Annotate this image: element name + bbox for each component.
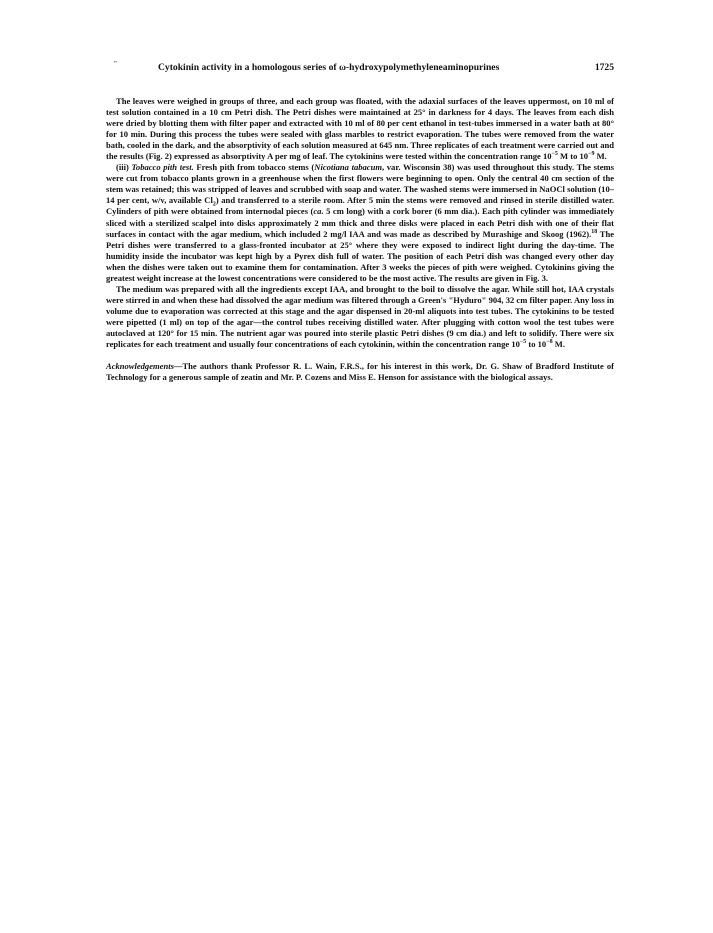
species-name: Nicotiana tabacum: [314, 162, 382, 173]
acknowledgements: Acknowledgements—The authors thank Professor R. L. Wain, F.R.S., for his interest in this work, Dr. G. Shaw of Bradford Institute of Technology for a generous sample of zeatin and Mr. P. Cozens and Miss E. Henson for assistance with the biological assays.: [106, 361, 614, 383]
paragraph-medium-preparation: The medium was prepared with all the ingredients except IAA, and brought to the boil to dissolve the agar. While still hot, IAA crystals were stirred in and when these had dissolved the agar medium was filtered through a Green's "Hyduro" 904, 32 cm filter paper. Any loss in volume due to evaporation was corrected at this stage and the agar dispensed in 20-ml aliquots into test tubes. The cytokinins to be tested were pipetted (1 ml) on top of the agar—the control tubes receiving distilled water. After plugging with cotton wool the test tubes were autoclaved at 120° for 15 min. The nutrient agar was poured into sterile plastic Petri dishes (9 cm dia.) and left to solidify. There were six replicates for each treatment and usually four concentrations of each cytokinin, within the concentration range $10^{-5}$ to $10^{-8}$ M.: [106, 283, 614, 350]
running-title: Cytokinin activity in a homologous series of ω-hydroxypolymethyleneaminopurines: [158, 62, 500, 73]
page-number: 1725: [594, 62, 614, 73]
running-header: [112, 60, 614, 76]
article-body: [106, 96, 614, 383]
section-heading: Tobacco pith test.: [131, 162, 194, 173]
reference-marker: 18: [591, 228, 598, 235]
paragraph-tobacco-pith-test: (iii) Tobacco pith test. Fresh pith from tobacco stems (Nicotiana tabacum, var. Wisconsin 38) was used throughout this study. The stems were cut from tobacco plants grown in a greenhouse when the first flowers were beginning to open. Only the central 40 cm section of the stem was retained; this was stripped of leaves and scrubbed with soap and water. The washed stems were immersed in NaOCl solution (10–14 per cent, w/v, available $Cl_2$) and transferred to a sterile room. After 5 min the stems were removed and rinsed in sterile distilled water. Cylinders of pith were obtained from internodal pieces (ca. 5 cm long) with a cork borer (6 mm dia.). Each pith cylinder was immediately sliced with a sterilized scalpel into disks approximately 2 mm thick and three disks were placed in each Petri dish with one of their flat surfaces in contact with the agar medium, which included 2 mg/l IAA and was made as described by Murashige and Skoog (1962).$^{18}$ The Petri dishes were transferred to a glass-fronted incubator at 25° where they were exposed to indirect light during the day-time. The humidity inside the incubator was kept high by a Pyrex dish full of water. The position of each Petri dish was changed every other day when the dishes were taken out to examine them for contamination. After 3 weeks the pieces of pith were weighed. Cytokinins giving the greatest weight increase at the lowest concentrations were considered to be the most active. The results are given in Fig. 3.: [106, 162, 615, 283]
paragraph-leaf-test-procedure: The leaves were weighed in groups of three, and each group was floated, with the adaxial surfaces of the leaves uppermost, on 10 ml of test solution contained in a 10 cm Petri dish. The Petri dishes were maintained at 25° in darkness for 4 days. The leaves from each dish were dried by blotting them with filter paper and extracted with 10 ml of 80 per cent ethanol in test-tubes immersed in a water bath at 80° for 10 min. During this process the tubes were sealed with glass marbles to restrict evaporation. The tubes were removed from the water bath, cooled in the dark, and the absorptivity of each solution measured at 645 nm. Three replicates of each treatment were carried out and the results (Fig. 2) expressed as absorptivity A per mg of leaf. The cytokinins were tested within the concentration range $10^{-5}$ M to $10^{-9}$ M.: [106, 96, 614, 162]
header-mark: ": [114, 60, 117, 68]
acknowledgements-heading: Acknowledgements: [106, 361, 174, 372]
